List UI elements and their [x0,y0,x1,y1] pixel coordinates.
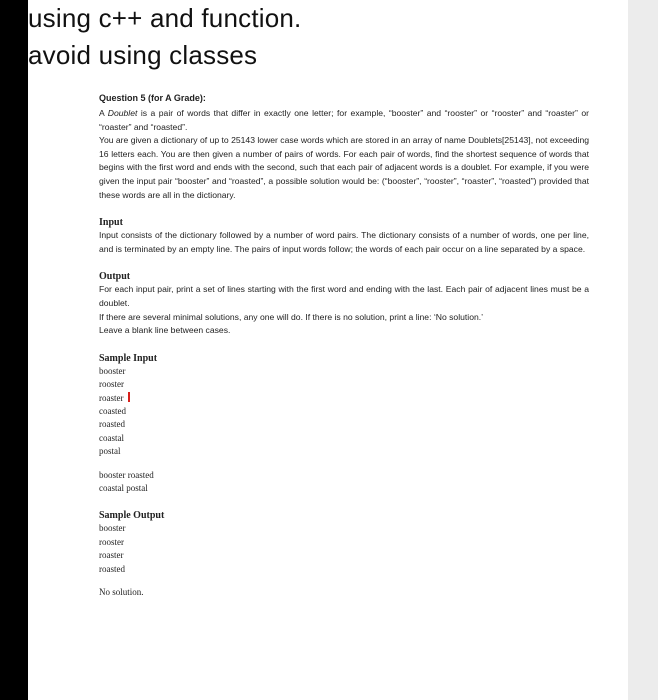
definition-term: Doublet [107,108,138,118]
sample-output-title: Sample Output [99,510,165,522]
question-title: Question 5 (for A Grade): [99,93,206,103]
sample-input-word: roasted [99,419,125,430]
sample-input-word: booster [99,365,126,376]
output-line: If there are several minimal solutions, any one will do. If there is no solution, print a line: ‘No solution.’ [99,311,484,322]
sample-output-no-solution: No solution. [99,587,144,597]
right-margin-strip [628,0,658,700]
sample-input-pair: booster roasted [99,469,154,480]
sample-input-word: coasted [99,405,126,416]
sample-output-word: roasted [99,563,125,574]
text-cursor [128,392,130,402]
sample-input-pair: coastal postal [99,482,148,493]
output-line: Leave a blank line between cases. [99,325,231,336]
sample-input-title: Sample Input [99,352,158,364]
input-section-title: Input [99,217,123,229]
sample-input-word: rooster [99,379,124,390]
document-page [28,0,628,700]
sample-input-word: coastal [99,432,124,443]
sample-output-word: roaster [99,550,124,561]
sample-output-word: booster [99,523,126,534]
sample-input-word: postal [99,446,121,457]
sample-input-word: roaster [99,392,124,403]
sample-input-word-with-cursor [99,392,589,405]
doublet-definition [99,107,589,134]
output-section-title: Output [99,271,131,283]
input-section-text: Input consists of the dictionary followed by a number of word pairs. The dictionary consists of a number of words, one per line, and is terminated by an empty line. The pairs of input words follow; the words of each pair occur on a line separated by a space. [99,230,589,254]
output-line: For each input pair, print a set of lines starting with the first word and ending with the last. Each pair of adjacent lines must be a doublet. [99,284,589,308]
heading-line-2: avoid using classes [28,40,258,70]
sample-output-word: rooster [99,536,124,547]
problem-description: You are given a dictionary of up to 25143 lower case words which are stored in an array of name Doublets[25143], not exceeding 16 letters each. You are then given a number of pairs of words. For each pair of words, find the shortest sequence of words that begins with the first word and ends with the second, such that each pair of adjacent words is a doublet. For example, if you were given the input pair “booster” and “roasted”, a possible solution would be: (“booster”, “rooster”, “roaster”, “roasted”) provided that these words are all in the dictionary. [99,135,589,200]
assignment-content [99,92,589,599]
heading-line-1: using c++ and function. [28,3,302,33]
definition-rest: is a pair of words that differ in exactly one letter; for example, “booster” and “rooster” or “rooster” and “roaster” or “roaster” and “roasted”. [99,108,589,132]
definition-prefix: A [99,108,108,118]
